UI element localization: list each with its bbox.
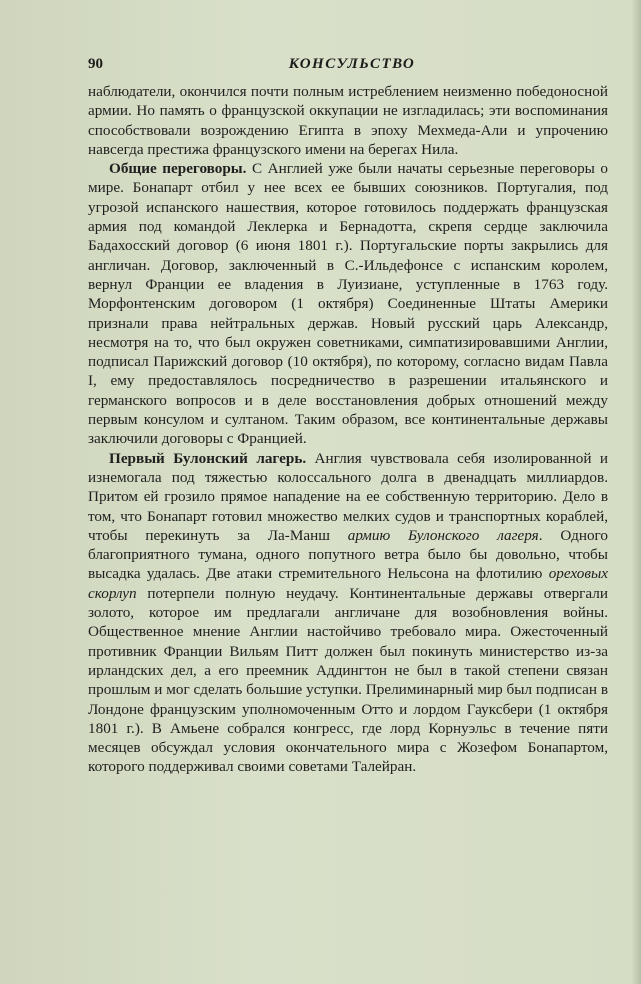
paragraph-3-text-part-3: потерпели полную неудачу. Континентальные державы отвергали золото, которое им предлагали англичане для возобновления войны. Общественное мнение Англии настойчиво требовало мира. Ожесточенный противник Франции Вильям Питт должен был покинуть министерство из-за ирландских дел, а его преемник Аддингтон не был в такой степени связан прошлым и мог сделать большие уступки. Прелиминарный мир был подписан в Лондоне французским уполномоченным Отто и лордом Гауксбери (1 октября 1801 г.). В Амьене собрался конгресс, где лорд Корнуэльс в течение пяти месяцев обсуждал условия окончательного мира с Жозефом Бонапартом, которого поддерживал своими советами Талейран. [88,584,608,776]
paragraph-1-text: наблюдатели, окончился почти полным истреблением неизменно победоносной армии. Но память о французской оккупации не изгладилась; эти воспоминания способствовали возрождению Египта в эпоху Мехмеда-Али и упрочению навсегда престижа французского имени на берегах Нила. [88,83,608,158]
running-head [88,56,616,78]
paragraph-3-text-part-1: Англия чувствовала себя изолированной и изнемогала под тяжестью колоссального долга в двенадцать миллиардов. Притом ей грозило прямое нападение на ее собственную территорию. Дело в том, что Бонапарт готовил множество мелких судов и транспортных кораблей, чтобы перекинуть за Ла-Манш [88,449,608,544]
body-text [88,82,608,777]
running-head-title: КОНСУЛЬСТВО [288,56,416,72]
paragraph-3-text-part-2: . Одного благоприятного тумана, одного попутного ветра было бы довольно, чтобы высадка удалась. Две атаки стремительного Нельсона на флотилию [88,526,608,583]
paragraph-1 [88,82,608,159]
paragraph-2-text: С Англией уже были начаты серьезные переговоры о мире. Бонапарт отбил у нее всех ее бывших союзников. Португалия, под угрозой испанского нашествия, которое готовилось поддержать французская армия под командой Леклерка и Бернадотта, скрепя сердце заключила Бадахосский договор (6 июня 1801 г.). Португальские порты закрылись для англичан. Договор, заключенный в С.-Ильдефонсе с испанским королем, вернул Франции ее владения в Луизиане, уступленные в 1763 году. Морфонтенским договором (1 октября) Соединенные Штаты Америки признали права нейтральных держав. Новый русский царь Александр, несмотря на то, что был окружен советниками, симпатизировавшими Англии, подписал Парижский договор (10 октября), по которому, согласно видам Павла I, ему предоставлялось посредничество в разрешении итальянского и германского вопросов и в деле восстановления добрых отношений между первым консулом и султаном. Таким образом, все континентальные державы заключили договоры с Францией. [88,160,609,448]
italic-phrase-nutshells: ореховых скорлуп [88,565,608,602]
italic-phrase-boulogne-army: армию Булонского лагеря [347,526,539,544]
page-number: 90 [88,56,103,72]
page-edge-shadow [631,0,641,984]
section-heading-boulogne-camp: Первый Булонский лагерь. [109,449,307,467]
section-heading-general-negotiations: Общие переговоры. [109,160,247,178]
paragraph-2 [88,159,608,448]
paragraph-3 [88,449,608,777]
